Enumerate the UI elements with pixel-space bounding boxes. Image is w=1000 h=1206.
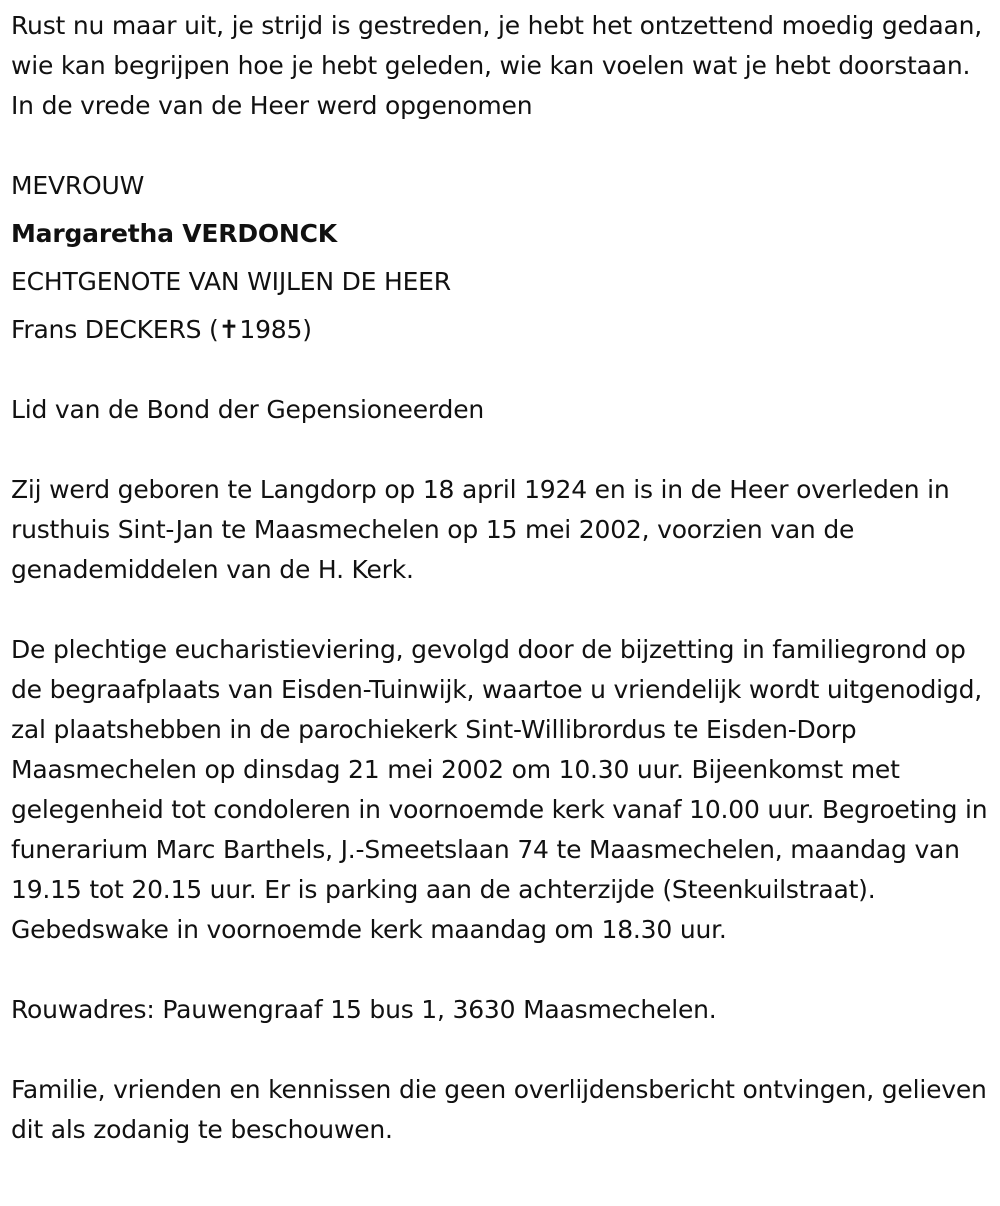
spacer [11, 350, 996, 390]
spouse-line: Frans DECKERS (✝1985) [11, 315, 312, 344]
deceased-name: Margaretha VERDONCK [11, 219, 337, 248]
spacer [11, 950, 996, 990]
honorific: MEVROUW [11, 171, 145, 200]
spouse-death-year: 1985 [239, 315, 303, 344]
membership-paragraph: Lid van de Bond der Gepensioneerden [11, 395, 485, 424]
relation-line: ECHTGENOTE VAN WIJLEN DE HEER [11, 267, 451, 296]
obituary-document [11, 6, 996, 1150]
spacer [11, 590, 996, 630]
closing-paragraph: Familie, vrienden en kennissen die geen overlijdensbericht ontvingen, gelieven dit als zodanig te beschouwen. [11, 1075, 987, 1144]
ceremony-paragraph: De plechtige eucharistieviering, gevolgd door de bijzetting in familiegrond op de begraafplaats van Eisden-Tuinwijk, waartoe u vriendelijk wordt uitgenodigd, zal plaatshebben in de parochiekerk Sint-Willibrordus te Eisden-Dorp Maasmechelen op dinsdag 21 mei 2002 om 10.30 uur. Bijeenkomst met gelegenheid tot condoleren in voornoemde kerk vanaf 10.00 uur. Begroeting in funerarium Marc Barthels, J.-Smeetslaan 74 te Maasmechelen, maandag van 19.15 tot 20.15 uur. Er is parking aan de achterzijde (Steenkuilstraat). Gebedswake in voornoemde kerk maandag om 18.30 uur. [11, 635, 988, 944]
birth-death-paragraph: Zij werd geboren te Langdorp op 18 april 1924 en is in de Heer overleden in rusthuis Sint-Jan te Maasmechelen op 15 mei 2002, voorzien van de genademiddelen van de H. Kerk. [11, 475, 950, 584]
cross-icon: ✝ [218, 315, 240, 344]
poem-paragraph: Rust nu maar uit, je strijd is gestreden, je hebt het ontzettend moedig gedaan, wie kan begrijpen hoe je hebt geleden, wie kan voelen wat je hebt doorstaan. In de vrede van de Heer werd opgenomen [11, 11, 982, 120]
spacer [11, 1030, 996, 1070]
spacer [11, 126, 996, 166]
spouse-name: Frans DECKERS [11, 315, 202, 344]
name-block [11, 162, 996, 354]
spacer [11, 430, 996, 470]
address-paragraph: Rouwadres: Pauwengraaf 15 bus 1, 3630 Maasmechelen. [11, 995, 717, 1024]
